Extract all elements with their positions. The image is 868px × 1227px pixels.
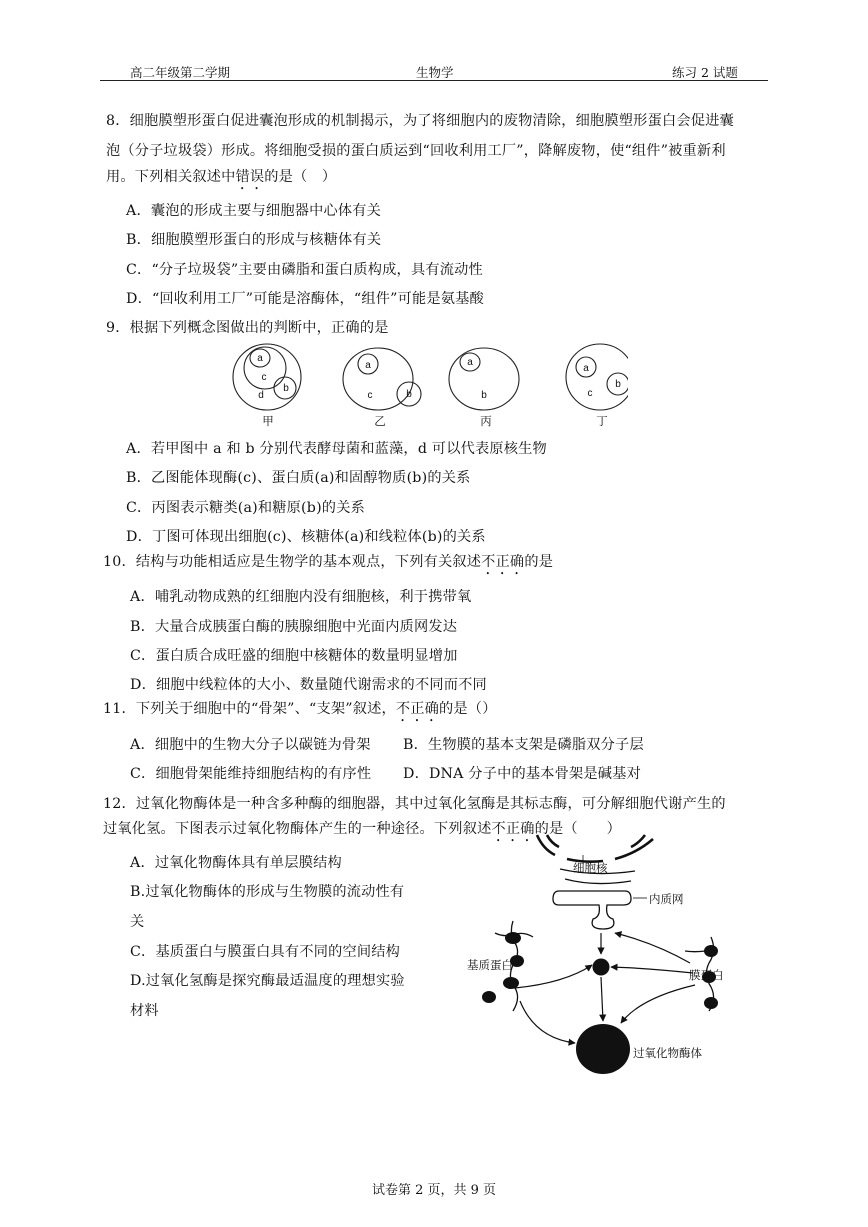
q10-emphasis: 不正确 <box>481 554 525 570</box>
q12-option-d-line2: 材料 <box>130 1003 159 1019</box>
q9-concept-diagram <box>228 343 628 431</box>
jia-label-d: d <box>258 390 264 401</box>
q10-option-b: B．大量合成胰蛋白酶的胰腺细胞中光面内质网发达 <box>130 619 458 635</box>
q8-stem3c: 的是（ ） <box>264 169 337 185</box>
q8-option-c: C．“分子垃圾袋”主要由磷脂和蛋白质构成，具有流动性 <box>126 262 483 278</box>
q10-stem <box>103 551 553 578</box>
q11-option-b: B．生物膜的基本支架是磷脂双分子层 <box>403 737 644 753</box>
jia-outer-circle <box>233 344 301 410</box>
page-header <box>100 62 768 81</box>
label-nucleus: 细胞核 <box>573 863 608 875</box>
q10-option-c: C．蛋白质合成旺盛的细胞中核糖体的数量明显增加 <box>130 648 458 664</box>
yi-label-b: b <box>406 389 412 400</box>
label-membrane-protein: 膜蛋白 <box>689 970 724 982</box>
q12-emphasis: 不正确 <box>491 821 535 837</box>
ding-outer-circle <box>566 344 628 410</box>
jia-caption: 甲 <box>262 416 274 428</box>
q8-option-a: A．囊泡的形成主要与细胞器中心体有关 <box>126 203 382 219</box>
q11-emphasis: 不正确 <box>395 701 440 717</box>
q8-stem3a: 用。下列相关叙述中 <box>106 169 236 185</box>
q11-option-d: D．DNA 分子中的基本骨架是碱基对 <box>403 766 641 782</box>
ding-label-b: b <box>615 379 621 390</box>
q8-option-b: B．细胞膜塑形蛋白的形成与核糖体有关 <box>126 232 382 248</box>
q9-option-a: A．若甲图中 a 和 b 分别代表酵母菌和蓝藻，d 可以代表原核生物 <box>126 441 547 457</box>
yi-outer-circle <box>343 348 413 410</box>
label-er: 内质网 <box>649 894 684 906</box>
q10-option-a: A．哺乳动物成熟的红细胞内没有细胞核，利于携带氧 <box>130 589 472 605</box>
header-exam: 练习 2 试题 <box>672 65 738 80</box>
q9-option-b: B．乙图能体现酶(c)、蛋白质(a)和固醇物质(b)的关系 <box>126 470 471 486</box>
bing-label-b: b <box>481 390 487 401</box>
small-vesicle <box>593 959 610 976</box>
yi-caption: 乙 <box>374 416 386 428</box>
jia-label-c: c <box>261 372 267 383</box>
q8-stem-line3 <box>106 166 336 193</box>
yi-label-a: a <box>365 360 371 371</box>
nucleus-envelope <box>537 835 653 862</box>
q12-option-c: C．基质蛋白与膜蛋白具有不同的空间结构 <box>130 944 401 960</box>
q11-stem-a: 11．下列关于细胞中的“骨架”、“支架”叙述， <box>103 701 396 717</box>
label-matrix-protein: 基质蛋白 <box>467 960 513 972</box>
peroxisome-body <box>576 1024 630 1074</box>
label-peroxisome: 过氧化物酶体 <box>633 1048 702 1060</box>
yi-label-c: c <box>367 390 373 401</box>
q11-option-a: A．细胞中的生物大分子以碳链为骨架 <box>130 737 371 753</box>
q12-option-b-line1: B.过氧化物酶体的形成与生物膜的流动性有 <box>130 884 405 900</box>
bing-caption: 丙 <box>480 416 492 428</box>
ding-label-a: a <box>583 363 589 374</box>
q10-option-d: D．细胞中线粒体的大小、数量随代谢需求的不同而不同 <box>130 677 487 693</box>
q11-stem-c: 的是（） <box>439 701 497 717</box>
q12-option-a: A．过氧化物酶体具有单层膜结构 <box>130 855 342 871</box>
q8-stem-line1: 8．细胞膜塑形蛋白促进囊泡形成的机制揭示，为了将细胞内的废物清除，细胞膜塑形蛋白会促进囊 <box>106 113 734 129</box>
q11-option-c: C．细胞骨架能维持细胞结构的有序性 <box>130 766 372 782</box>
q12-stem2c: 的是（ ） <box>534 821 621 837</box>
header-subject: 生物学 <box>416 65 454 80</box>
ding-label-c: c <box>587 388 593 399</box>
q9-stem: 9．根据下列概念图做出的判断中，正确的是 <box>106 320 389 336</box>
q8-emphasis: 错误 <box>235 169 265 185</box>
q12-stem2a: 过氧化氢。下图表示过氧化物酶体产生的一种途径。下列叙述 <box>103 821 492 837</box>
q10-stem-c: 的是 <box>524 554 554 570</box>
ding-caption: 丁 <box>596 416 608 428</box>
q9-option-d: D．丁图可体现出细胞(c)、核糖体(a)和线粒体(b)的关系 <box>126 529 486 545</box>
jia-label-a: a <box>257 353 263 364</box>
q8-stem-line2: 泡（分子垃圾袋）形成。将细胞受损的蛋白质运到“回收利用工厂”，降解废物，使“组件”被重新利 <box>106 143 726 159</box>
q12-option-b-line2: 关 <box>130 914 145 930</box>
page-footer: 试卷第 2 页，共 9 页 <box>371 1183 497 1198</box>
jia-label-b: b <box>283 383 289 394</box>
q10-stem-a: 10．结构与功能相适应是生物学的基本观点，下列有关叙述 <box>103 554 482 570</box>
q12-option-d-line1: D.过氧化氢酶是探究酶最适温度的理想实验 <box>130 973 405 989</box>
q8-option-d: D．“回收利用工厂”可能是溶酶体，“组件”可能是氨基酸 <box>126 291 484 307</box>
q12-stem-line1: 12．过氧化物酶体是一种含多种酶的细胞器，其中过氧化氢酶是其标志酶，可分解细胞代谢产生的 <box>103 796 726 812</box>
header-grade: 高二年级第二学期 <box>130 65 231 80</box>
bing-label-a: a <box>467 357 473 368</box>
peroxisome-pathway-figure <box>455 833 775 1078</box>
er-membrane <box>553 869 635 929</box>
q11-stem <box>103 698 497 725</box>
q9-option-c: C．丙图表示糖类(a)和糖原(b)的关系 <box>126 500 365 516</box>
